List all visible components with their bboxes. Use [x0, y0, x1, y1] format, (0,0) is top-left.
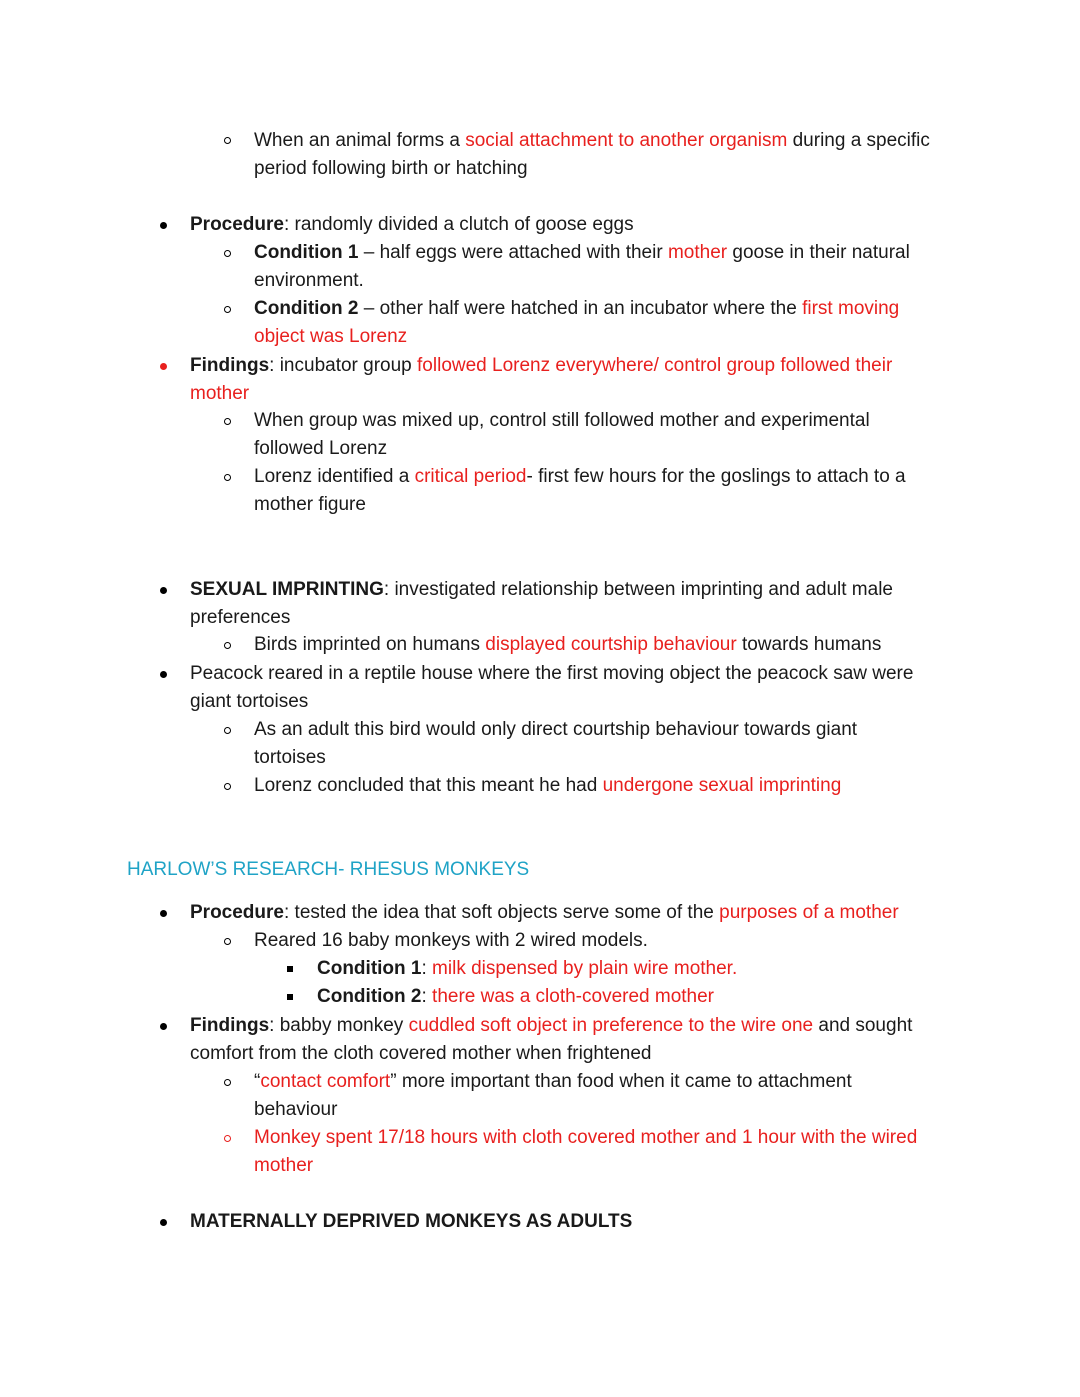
text-span: preferences: [190, 607, 291, 628]
findings-sub-2-cont: [254, 491, 366, 519]
bullet: [160, 222, 167, 229]
text-span: and sought: [813, 1015, 913, 1036]
text-span: Reared 16 baby monkeys with 2 wired models.: [254, 930, 648, 951]
peacock-line: [190, 660, 913, 688]
condition-2-line: [254, 295, 899, 323]
text-span: - first few hours for the goslings to attach to a: [526, 466, 906, 487]
sub-bullet: [224, 474, 231, 481]
condition-1-line: [254, 239, 910, 267]
sub-bullet: [224, 938, 231, 945]
text-span: towards humans: [736, 634, 882, 655]
sub-bullet: [224, 1135, 231, 1142]
condition-label: Condition 1: [254, 242, 359, 263]
text-span: – other half were hatched in an incubator where the: [358, 298, 803, 319]
bullet: [160, 910, 167, 917]
findings-sub-2: [254, 463, 906, 491]
peacock-sub-1-cont: [254, 744, 326, 772]
text-span: When group was mixed up, control still followed mother and experimental: [254, 410, 870, 431]
sexual-imprinting-label: SEXUAL IMPRINTING: [190, 579, 384, 600]
highlight-span: there was a cloth-covered mother: [432, 986, 715, 1007]
sub-bullet: [224, 137, 231, 144]
bullet: [160, 1023, 167, 1030]
text-span: :: [421, 958, 433, 979]
text-span: giant tortoises: [190, 691, 309, 712]
highlight-span: displayed courtship behaviour: [485, 634, 737, 655]
highlight-span: mother: [667, 242, 728, 263]
condition-2-cont: [254, 323, 407, 351]
square-bullet: [287, 994, 293, 1000]
findings-2-cont: [190, 1040, 652, 1068]
text-span: : incubator group: [269, 355, 418, 376]
text-span: Lorenz concluded that this meant he had: [254, 775, 603, 796]
findings-2-sub-2-cont: [254, 1152, 313, 1180]
text-span: goose in their natural: [727, 242, 910, 263]
condition-1-cont: [254, 267, 364, 295]
sub-bullet: [224, 418, 231, 425]
procedure-2-sub: [254, 927, 648, 955]
highlight-span: object was Lorenz: [254, 326, 408, 347]
findings-2-sub-1-cont: [254, 1096, 337, 1124]
maternal-deprivation-heading: MATERNALLY DEPRIVED MONKEYS AS ADULTS: [190, 1211, 633, 1232]
text-span: followed Lorenz: [254, 438, 388, 459]
procedure-label: Procedure: [190, 214, 284, 235]
highlight-span: milk dispensed by plain wire mother.: [432, 958, 738, 979]
text-span: As an adult this bird would only direct courtship behaviour towards giant: [254, 719, 858, 740]
text-span: When an animal forms a: [254, 130, 466, 151]
procedure-line: [190, 211, 634, 239]
findings-line: [190, 352, 892, 380]
text-span: : tested the idea that soft objects serve some of the: [283, 902, 720, 923]
harlow-condition-2: [317, 983, 714, 1011]
definition-text: [254, 127, 930, 155]
section-heading: HARLOW’S RESEARCH- RHESUS MONKEYS: [127, 859, 530, 880]
highlight-span: first moving: [802, 298, 900, 319]
text-span: : babby monkey: [269, 1015, 409, 1036]
highlight-span: purposes of a mother: [719, 902, 899, 923]
condition-label: Condition 2: [317, 986, 422, 1007]
text-span: Peacock reared in a reptile house where the first moving object the peacock saw were: [190, 663, 914, 684]
peacock-sub-2: [254, 772, 841, 800]
bullet: [160, 671, 167, 678]
text-span: environment.: [254, 270, 364, 291]
bullet: [160, 587, 167, 594]
sub-bullet: [224, 1079, 231, 1086]
text-span: Birds imprinted on humans: [254, 634, 486, 655]
sub-bullet: [224, 783, 231, 790]
text-span: : randomly divided a clutch of goose eggs: [283, 214, 634, 235]
peacock-cont: [190, 688, 308, 716]
text-span: : investigated relationship between imprinting and adult male: [383, 579, 893, 600]
highlight-span: critical period: [414, 466, 527, 487]
text-span: :: [421, 986, 433, 1007]
findings-cont: [190, 380, 249, 408]
text-span: behaviour: [254, 1099, 338, 1120]
text-span: ” more important than food when it came to attachment: [390, 1071, 852, 1092]
findings-2-sub-1: [254, 1068, 852, 1096]
text-span: Lorenz identified a: [254, 466, 415, 487]
highlight-span: undergone sexual imprinting: [602, 775, 842, 796]
findings-sub-1: [254, 407, 870, 435]
sexual-sub-1: [254, 631, 881, 659]
findings-label: Findings: [190, 1015, 270, 1036]
text-span: – half eggs were attached with their: [358, 242, 668, 263]
text-span: period following birth or hatching: [254, 158, 528, 179]
condition-label: Condition 1: [317, 958, 422, 979]
square-bullet: [287, 966, 293, 972]
bullet: [160, 363, 167, 370]
condition-label: Condition 2: [254, 298, 359, 319]
highlight-span: mother: [254, 1155, 314, 1176]
text-span: comfort from the cloth covered mother when frightened: [190, 1043, 652, 1064]
sub-bullet: [224, 727, 231, 734]
peacock-sub-1: [254, 716, 857, 744]
text-span: mother figure: [254, 494, 366, 515]
findings-label: Findings: [190, 355, 270, 376]
highlight-span: Monkey spent 17/18 hours with cloth covered mother and 1 hour with the wired: [254, 1127, 918, 1148]
sub-bullet: [224, 250, 231, 257]
procedure-label: Procedure: [190, 902, 284, 923]
sexual-imprinting-cont: [190, 604, 290, 632]
sexual-imprinting-line: [190, 576, 893, 604]
sub-bullet: [224, 642, 231, 649]
bullet: [160, 1219, 167, 1226]
text-span: during a specific: [787, 130, 930, 151]
findings-sub-1-cont: [254, 435, 387, 463]
highlight-span: cuddled soft object in preference to the wire one: [408, 1015, 814, 1036]
text-span: “: [254, 1071, 261, 1092]
findings-2-sub-2: [254, 1124, 917, 1152]
findings-2-line: [190, 1012, 912, 1040]
highlight-span: contact comfort: [260, 1071, 391, 1092]
procedure-2-line: [190, 899, 899, 927]
text-span: tortoises: [254, 747, 326, 768]
definition-text-cont: [254, 155, 528, 183]
harlow-condition-1: [317, 955, 737, 983]
highlight-span: mother: [190, 383, 250, 404]
highlight-span: followed Lorenz everywhere/ control group followed their: [417, 355, 893, 376]
highlight-span: social attachment to another organism: [465, 130, 788, 151]
sub-bullet: [224, 306, 231, 313]
